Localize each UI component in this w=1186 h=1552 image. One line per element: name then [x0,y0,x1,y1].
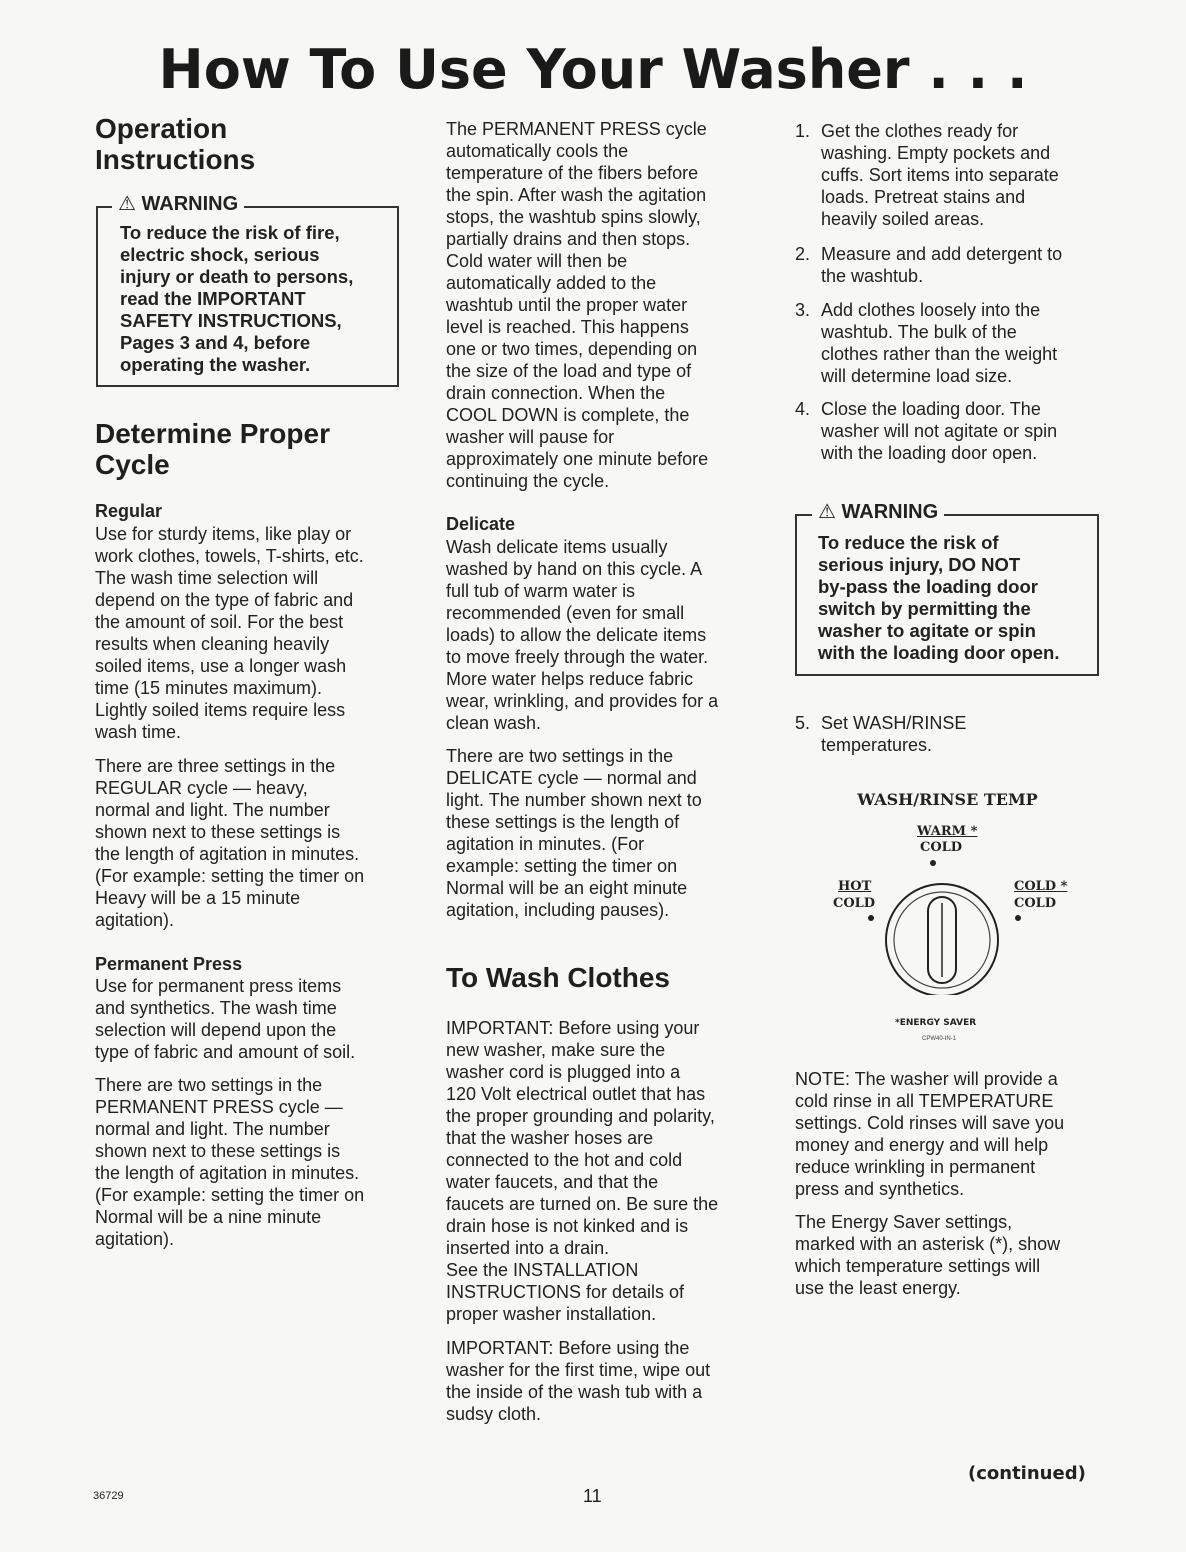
warning-label [112,193,244,215]
text-line: settings. Cold rinses will save you [795,1113,1065,1133]
text-line: results when cleaning heavily [95,634,330,654]
dial-right-rinse: COLD [1014,896,1057,911]
text-line: proper washer installation. [446,1304,657,1324]
text-line: which temperature settings will [795,1256,1041,1276]
text-line: type of fabric and amount of soil. [95,1042,356,1062]
text-line: washer will pause for [446,427,615,447]
text-line: The wash time selection will [95,568,319,588]
dial-code: CPW40-IN-1 [922,1036,957,1042]
text-line: faucets are turned on. Be sure the [446,1194,719,1214]
text-line: clean wash. [446,713,542,733]
text-line: IMPORTANT: Before using the [446,1338,690,1358]
step-number: 4. [795,399,811,419]
text-line: Add clothes loosely into the [821,300,1041,320]
step-number: 3. [795,300,811,320]
text-line: full tub of warm water is [446,581,636,601]
text-line: new washer, make sure the [446,1040,666,1060]
text-line: REGULAR cycle — heavy, [95,778,308,798]
text-line: the proper grounding and polarity, [446,1106,715,1126]
text-line: Normal will be an eight minute [446,878,688,898]
warning-line: electric shock, serious [120,244,320,265]
step-text [821,120,1101,230]
text-line: COOL DOWN is complete, the [446,405,690,425]
text-line: loads) to allow the delicate items [446,625,707,645]
text-line: Heavy will be a 15 minute [95,888,301,908]
text-line: the length of agitation in minutes. [95,844,360,864]
text-line: sudsy cloth. [446,1404,542,1424]
text-line: the washtub. [821,266,924,286]
text-line: Normal will be a nine minute [95,1207,322,1227]
step-text [821,299,1101,387]
text-line: normal and light. The number [95,1119,330,1139]
text-line: washed by hand on this cycle. A [446,559,703,579]
text-line: normal and light. The number [95,800,330,820]
text-line: agitation). [95,1229,175,1249]
text-line: The Energy Saver settings, [795,1212,1013,1232]
text-line: NOTE: The washer will provide a [795,1069,1058,1089]
step-text [821,398,1101,464]
text-line: Use for sturdy items, like play or [95,524,352,544]
text-line: connected to the hot and cold [446,1150,683,1170]
warning-line: injury or death to persons, [120,266,354,287]
note-paragraph [795,1068,1105,1200]
page-title: How To Use Your Washer . . . [158,38,1028,101]
text-line: Lightly soiled items require less [95,700,346,720]
text-line: automatically added to the [446,273,657,293]
text-line: washtub. The bulk of the [821,322,1017,342]
text-line: INSTRUCTIONS for details of [446,1282,685,1302]
text-line: selection will depend upon the [95,1020,337,1040]
text-line: drain connection. When the [446,383,666,403]
text-line: and synthetics. The wash time [95,998,337,1018]
delicate-paragraph-1 [446,536,766,734]
warning-text-safety [120,222,400,376]
text-line: soiled items, use a longer wash [95,656,347,676]
warning-line: To reduce the risk of [818,532,999,553]
energy-saver-paragraph [795,1211,1105,1299]
text-line: the size of the load and type of [446,361,692,381]
text-line: PERMANENT PRESS cycle — [95,1097,343,1117]
text-line: time (15 minutes maximum). [95,678,323,698]
dial-dot-left [868,915,874,921]
warning-line: with the loading door open. [818,642,1060,663]
text-line: continuing the cycle. [446,471,610,491]
warning-line: Pages 3 and 4, before [120,332,311,353]
step-text [821,712,1101,756]
text-line: See the INSTALLATION [446,1260,639,1280]
text-line: one or two times, depending on [446,339,698,359]
text-line: wash time. [95,722,182,742]
text-line: the amount of soil. For the best [95,612,344,632]
text-line: water faucets, and that the [446,1172,659,1192]
text-line: washer will not agitate or spin [821,421,1058,441]
text-line: money and energy and will help [795,1135,1049,1155]
text-line: marked with an asterisk (*), show [795,1234,1061,1254]
dial-title: WASH/RINSE TEMP [857,790,1038,809]
permanent-press-paragraph-2 [95,1074,405,1250]
text-line: loads. Pretreat stains and [821,187,1026,207]
text-line: Cold water will then be [446,251,628,271]
text-line: heavily soiled areas. [821,209,985,229]
text-line: temperatures. [821,735,933,755]
text-line: washing. Empty pockets and [821,143,1051,163]
permanent-press-paragraph-1 [95,975,405,1063]
text-line: (For example: setting the timer on [95,1185,365,1205]
temperature-dial-icon [860,855,1030,995]
text-line: Wash delicate items usually [446,537,668,557]
text-line: partially drains and then stops. [446,229,691,249]
warning-line: To reduce the risk of fire, [120,222,340,243]
warning-line: SAFETY INSTRUCTIONS, [120,310,342,331]
text-line: the inside of the wash tub with a [446,1382,703,1402]
text-line: (For example: setting the timer on [95,866,365,886]
text-line: use the least energy. [795,1278,961,1298]
text-line: level is reached. This happens [446,317,689,337]
warning-line: operating the washer. [120,354,311,375]
regular-paragraph-2 [95,755,405,931]
text-line: to move freely through the water. [446,647,709,667]
text-line: work clothes, towels, T-shirts, etc. [95,546,364,566]
energy-star: * [1060,879,1068,894]
regular-paragraph-1 [95,523,405,743]
text-line: cold rinse in all TEMPERATURE [795,1091,1054,1111]
step-number: 2. [795,244,811,264]
warning-label [812,501,944,523]
warning-triangle-icon: ⚠ [818,501,836,523]
warning-line: by-pass the loading door [818,576,1038,597]
heading-to-wash-clothes: To Wash Clothes [446,962,670,993]
dial-top-rinse: COLD [920,840,963,855]
dial-left-rinse: COLD [833,896,876,911]
text-line: inserted into a drain. [446,1238,610,1258]
text-line: clothes rather than the weight [821,344,1058,364]
text-line: light. The number shown next to [446,790,702,810]
permanent-press-continued [446,118,766,492]
text-line: Use for permanent press items [95,976,342,996]
text-line: The PERMANENT PRESS cycle [446,119,707,139]
dial-right-wash-text: COLD [1014,879,1057,894]
text-line: reduce wrinkling in permanent [795,1157,1036,1177]
text-line: washtub until the proper water [446,295,688,315]
text-line: There are two settings in the [95,1075,323,1095]
text-line: There are two settings in the [446,746,674,766]
text-line: DELICATE cycle — normal and [446,768,697,788]
page-number: 11 [583,1486,602,1506]
step-text [821,243,1101,287]
text-line: press and synthetics. [795,1179,965,1199]
delicate-title: Delicate [446,514,516,534]
warning-text-door [818,532,1098,664]
text-line: approximately one minute before [446,449,709,469]
energy-star: * [970,824,978,839]
text-line: will determine load size. [821,366,1013,386]
text-line: the spin. After wash the agitation [446,185,707,205]
text-line: that the washer hoses are [446,1128,654,1148]
text-line: There are three settings in the [95,756,336,776]
step-number: 5. [795,713,811,733]
warning-line: read the IMPORTANT [120,288,306,309]
regular-title: Regular [95,501,163,521]
text-line: shown next to these settings is [95,1141,341,1161]
text-line: example: setting the timer on [446,856,678,876]
text-line: agitation in minutes. (For [446,834,645,854]
text-line: automatically cools the [446,141,629,161]
text-line: Measure and add detergent to [821,244,1063,264]
permanent-press-title: Permanent Press [95,954,243,974]
warning-triangle-icon: ⚠ [118,193,136,215]
text-line: Get the clothes ready for [821,121,1019,141]
dial-dot-top [930,860,936,866]
text-line: Close the loading door. The [821,399,1041,419]
warning-line: washer to agitate or spin [818,620,1036,641]
heading-line: Operation [95,113,228,144]
step-number: 1. [795,121,811,141]
energy-saver-label: *ENERGY SAVER [895,1018,977,1028]
text-line: cuffs. Sort items into separate [821,165,1059,185]
text-line: recommended (even for small [446,603,685,623]
footer-code: 36729 [93,1490,124,1502]
heading-line: Determine Proper [95,418,330,449]
text-line: washer for the first time, wipe out [446,1360,711,1380]
important-paragraph-1 [446,1017,766,1325]
warning-label-text: WARNING [141,193,239,215]
heading-operation-instructions [95,113,255,175]
dial-dot-right [1015,915,1021,921]
dial-left-wash: HOT [838,879,872,894]
warning-line: serious injury, DO NOT [818,554,1021,575]
continued-label: (continued) [968,1463,1086,1484]
dial-top-wash [917,824,977,839]
text-line: washer cord is plugged into a [446,1062,681,1082]
text-line: these settings is the length of [446,812,680,832]
text-line: Set WASH/RINSE [821,713,967,733]
text-line: IMPORTANT: Before using your [446,1018,700,1038]
text-line: wear, wrinkling, and provides for a [446,691,719,711]
important-paragraph-2 [446,1337,766,1425]
heading-line: Instructions [95,144,256,175]
text-line: agitation, including pauses). [446,900,670,920]
text-line: the length of agitation in minutes. [95,1163,360,1183]
text-line: agitation). [95,910,175,930]
text-line: temperature of the fibers before [446,163,699,183]
dial-top-wash-text: WARM [917,824,967,839]
text-line: depend on the type of fabric and [95,590,354,610]
heading-determine-cycle [95,418,330,480]
warning-line: switch by permitting the [818,598,1031,619]
text-line: shown next to these settings is [95,822,341,842]
heading-line: Cycle [95,449,170,480]
text-line: More water helps reduce fabric [446,669,694,689]
text-line: stops, the washtub spins slowly, [446,207,701,227]
text-line: 120 Volt electrical outlet that has [446,1084,706,1104]
text-line: drain hose is not kinked and is [446,1216,689,1236]
delicate-paragraph-2 [446,745,766,921]
warning-label-text: WARNING [841,501,939,523]
text-line: with the loading door open. [821,443,1038,463]
